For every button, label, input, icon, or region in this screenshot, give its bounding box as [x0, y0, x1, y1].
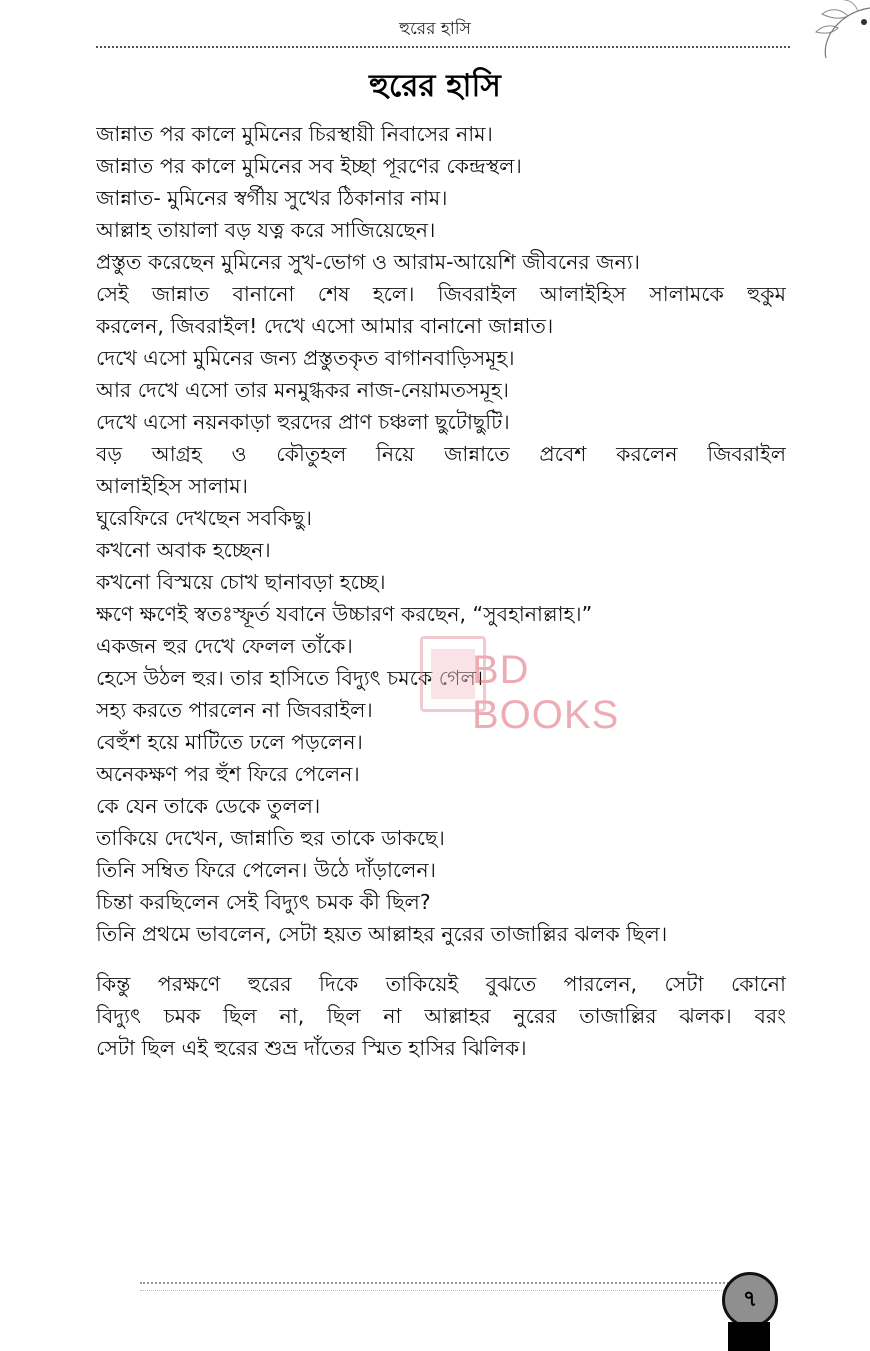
page-number: ৭: [722, 1272, 778, 1328]
text-line: আর দেখে এসো তার মনমুগ্ধকর নাজ-নেয়ামতসমূহ।: [96, 378, 509, 402]
text-line: হেসে উঠল হুর। তার হাসিতে বিদ্যুৎ চমকে গেল।: [96, 666, 484, 690]
text-line: জান্নাত- মুমিনের স্বর্গীয় সুখের ঠিকানার নাম।: [96, 186, 448, 210]
watermark: [420, 636, 620, 737]
text-line: চিন্তা করছিলেন সেই বিদ্যুৎ চমক কী ছিল?: [96, 890, 431, 914]
page-tab-marker: [728, 1322, 770, 1351]
text-line: কখনো অবাক হচ্ছেন।: [96, 538, 271, 562]
page-title: হুরের হাসি: [369, 68, 501, 104]
watermark-text: BD BOOKS: [472, 648, 620, 737]
text-line: ঘুরেফিরে দেখছেন সবকিছু।: [96, 506, 312, 530]
text-line: তিনি সম্বিত ফিরে পেলেন। উঠে দাঁড়ালেন।: [96, 858, 437, 882]
text-line: আলাইহিস সালাম।: [96, 474, 248, 498]
text-line: জান্নাত পর কালে মুমিনের সব ইচ্ছা পূরণের কেন্দ্রস্থল।: [96, 154, 522, 178]
text-line: কিন্তু পরক্ষণে হুরের দিকে তাকিয়েই বুঝতে পারলেন, সেটা কোনো: [96, 972, 786, 996]
text-line: ক্ষণে ক্ষণেই স্বতঃস্ফূর্ত যবানে উচ্চারণ করছেন, “সুবহানাল্লাহ।”: [96, 602, 593, 626]
text-line: অনেকক্ষণ পর হুঁশ ফিরে পেলেন।: [96, 762, 360, 786]
floral-corner-icon: [800, 0, 870, 60]
text-line: সেই জান্নাত বানানো শেষ হলে। জিবরাইল আলাইহিস সালামকে হুকুম: [96, 282, 786, 306]
paragraph-gap: [96, 950, 786, 968]
text-line: তিনি প্রথমে ভাবলেন, সেটা হয়ত আল্লাহর নুরের তাজাল্লির ঝলক ছিল।: [96, 922, 668, 946]
running-header: হুরের হাসি: [399, 19, 471, 39]
text-line: জান্নাত পর কালে মুমিনের চিরস্থায়ী নিবাসের নাম।: [96, 122, 493, 146]
text-line: দেখে এসো মুমিনের জন্য প্রস্তুতকৃত বাগানবাড়িসমূহ।: [96, 346, 515, 370]
text-line: তাকিয়ে দেখেন, জান্নাতি হুর তাকে ডাকছে।: [96, 826, 445, 850]
text-line: বেহুঁশ হয়ে মাটিতে ঢলে পড়লেন।: [96, 730, 363, 754]
text-line: করলেন, জিবরাইল! দেখে এসো আমার বানানো জান্নাত।: [96, 314, 554, 338]
text-line: সেটা ছিল এই হুরের শুভ্র দাঁতের স্মিত হাসির ঝিলিক।: [96, 1036, 527, 1060]
text-line: বড় আগ্রহ ও কৌতুহল নিয়ে জান্নাতে প্রবেশ করলেন জিবরাইল: [96, 442, 786, 466]
text-line: কখনো বিস্ময়ে চোখ ছানাবড়া হচ্ছে।: [96, 570, 386, 594]
text-line: প্রস্তুত করেছেন মুমিনের সুখ-ভোগ ও আরাম-আয়েশি জীবনের জন্য।: [96, 250, 640, 274]
text-line: একজন হুর দেখে ফেলল তাঁকে।: [96, 634, 353, 658]
text-line: বিদ্যুৎ চমক ছিল না, ছিল না আল্লাহর নুরের তাজাল্লির ঝলক। বরং: [96, 1004, 786, 1028]
text-line: দেখে এসো নয়নকাড়া হুরদের প্রাণ চঞ্চলা ছুটোছুটি।: [96, 410, 510, 434]
header-divider: [96, 46, 790, 48]
text-line: কে যেন তাকে ডেকে তুলল।: [96, 794, 321, 818]
body-text: [96, 118, 786, 1064]
text-line: সহ্য করতে পারলেন না জিবরাইল।: [96, 698, 373, 722]
footer-ornament: [140, 1282, 740, 1291]
text-line: আল্লাহ তায়ালা বড় যত্ন করে সাজিয়েছেন।: [96, 218, 436, 242]
